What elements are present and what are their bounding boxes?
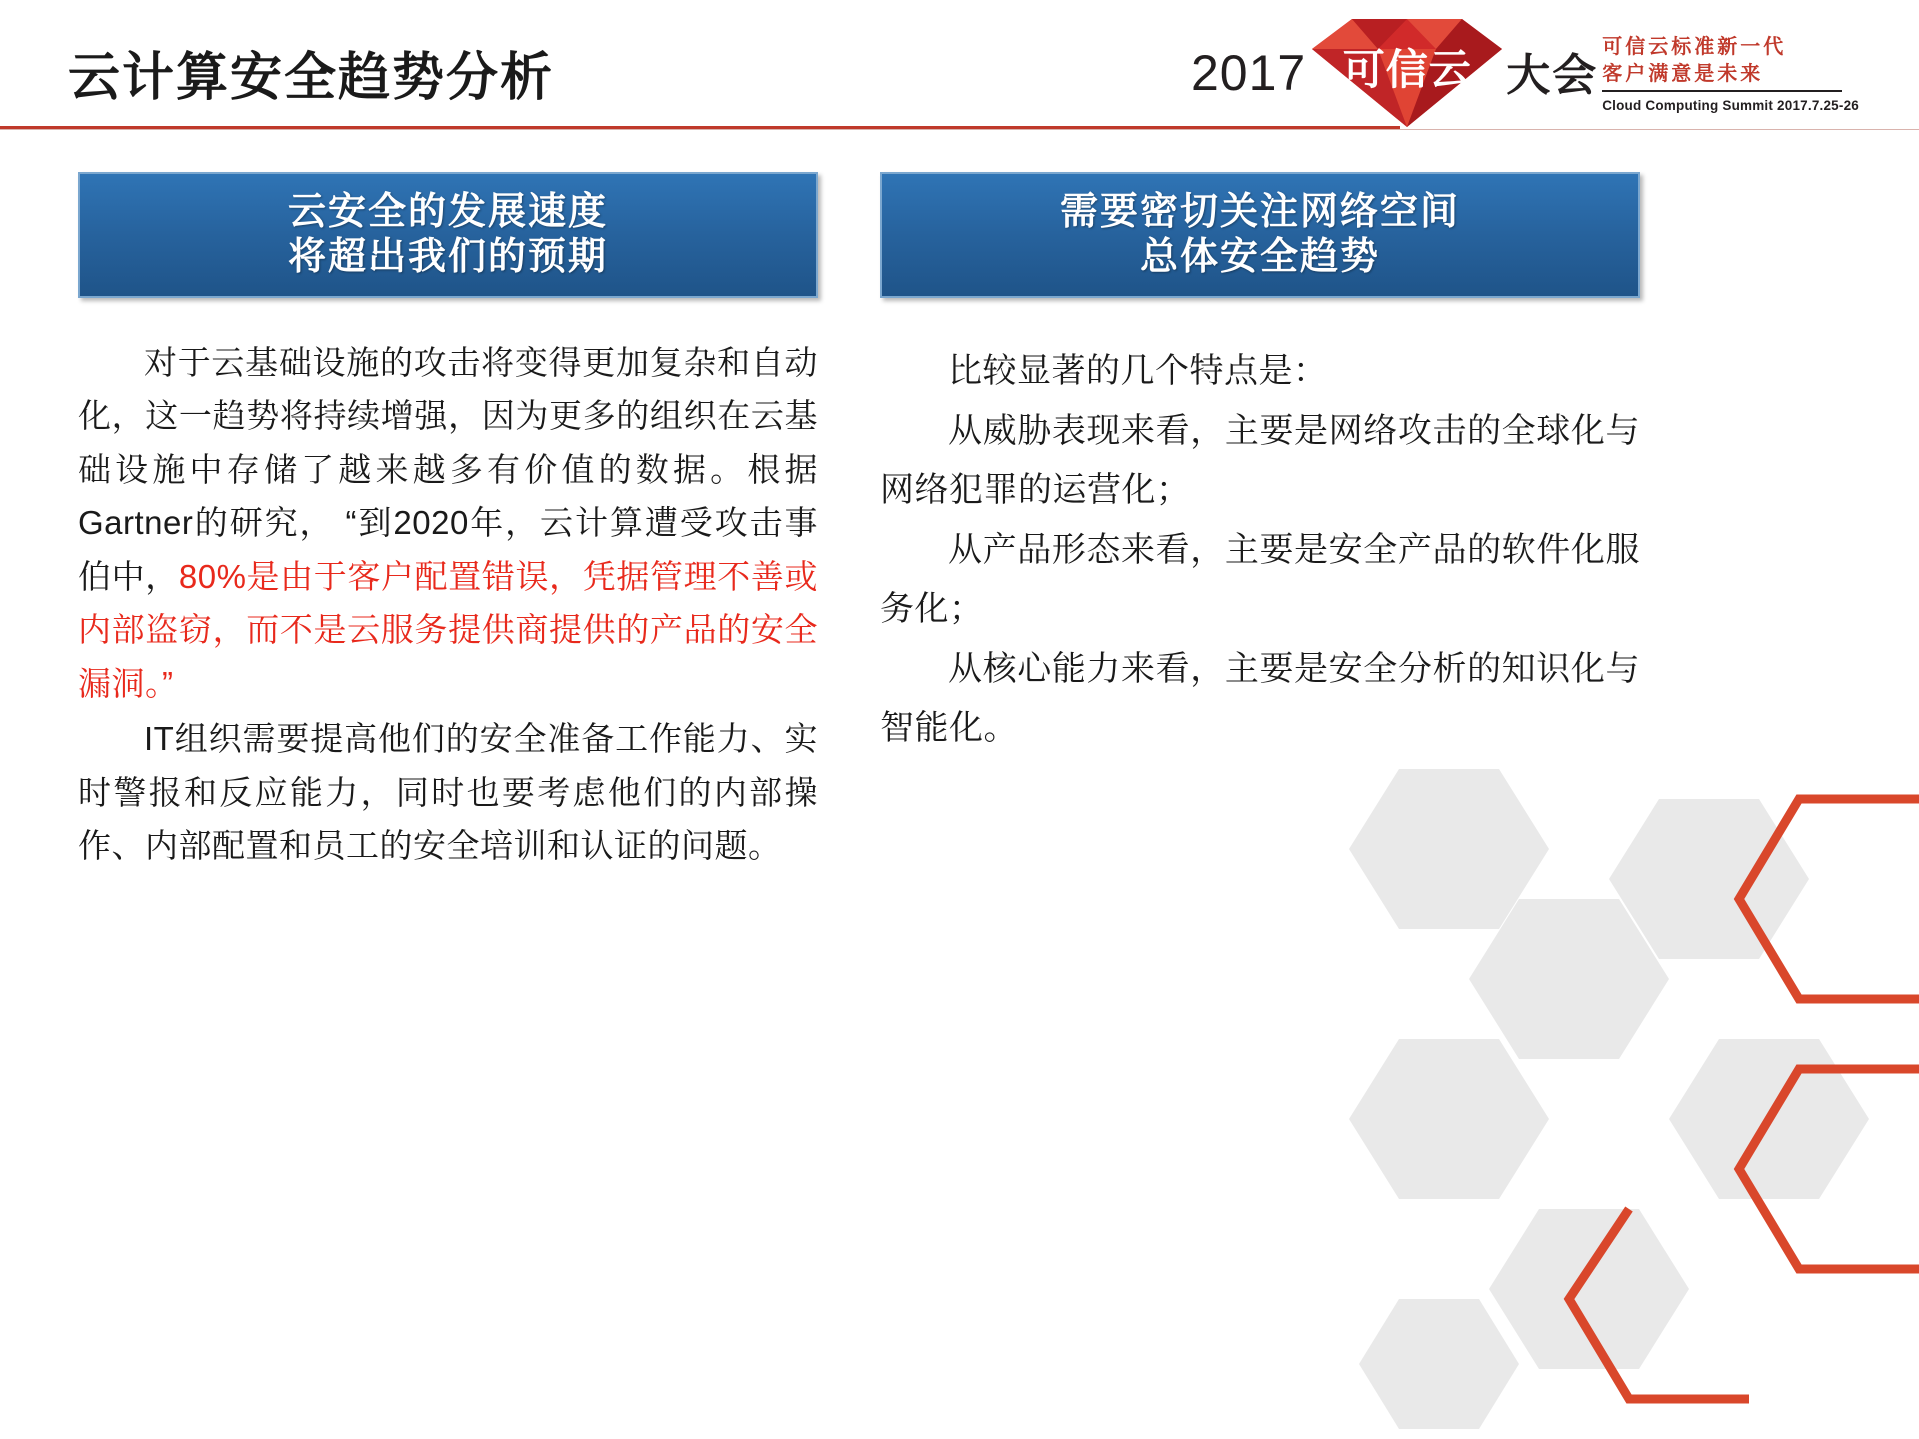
conference-logo — [1191, 18, 1859, 128]
left-banner-line2: 将超出我们的预期 — [287, 236, 608, 278]
right-body-text — [880, 342, 1640, 757]
diamond-shape-icon — [1312, 19, 1502, 127]
right-paragraph-4: 从核心能力来看，主要是安全分析的知识化与智能化。 — [880, 650, 1640, 747]
left-column — [78, 172, 818, 875]
page-title: 云计算安全趋势分析 — [68, 49, 555, 107]
diamond-icon — [1312, 19, 1502, 127]
right-paragraph-1: 比较显著的几个特点是： — [948, 352, 1328, 390]
left-paragraph-2: IT组织需要提高他们的安全准备工作能力、实时警报和反应能力，同时也要考虑他们的内部操作、内部配置和员工的安全培训和认证的问题。 — [78, 720, 818, 865]
left-body-text — [78, 336, 818, 873]
logo-tagline-line1: 可信云标准新一代 — [1602, 35, 1787, 58]
logo-tagline-line2: 客户满意是未来 — [1602, 62, 1764, 85]
logo-underline — [1602, 90, 1842, 92]
logo-year: 2017 — [1190, 45, 1307, 101]
title-divider-thin — [0, 129, 1919, 130]
right-banner-line1: 需要密切关注网络空间 — [1059, 191, 1460, 234]
logo-english-text: Cloud Computing Summit 2017.7.25-26 — [1602, 97, 1859, 113]
left-banner — [78, 172, 818, 298]
diamond-label: 可信云 — [1342, 46, 1472, 93]
right-banner — [880, 172, 1640, 298]
left-paragraph-1-plain: 对于云基础设施的攻击将变得更加复杂和自动化，这一趋势将持续增强，因为更多的组织在云基础设施中存储了越来越多有价值的数据。根据Gartner的研究， “到2020年，云计算遭受攻击事伯中， — [78, 344, 818, 595]
logo-big-text: 大会 — [1506, 51, 1599, 100]
left-banner-line1: 云安全的发展速度 — [287, 191, 608, 234]
left-paragraph-1 — [78, 336, 818, 710]
logo-tagline-block — [1598, 25, 1859, 121]
right-paragraph-3: 从产品形态来看，主要是安全产品的软件化服务化； — [880, 531, 1640, 628]
right-paragraph-2: 从威胁表现来看，主要是网络攻击的全球化与网络犯罪的运营化； — [880, 412, 1640, 509]
right-column — [880, 172, 1640, 759]
background-decoration — [1099, 739, 1919, 1439]
left-paragraph-1-highlight: 80%是由于客户配置错误，凭据管理不善或内部盗窃，而不是云服务提供商提供的产品的安全漏洞。” — [78, 557, 818, 702]
right-banner-line2: 总体安全趋势 — [1139, 236, 1380, 278]
